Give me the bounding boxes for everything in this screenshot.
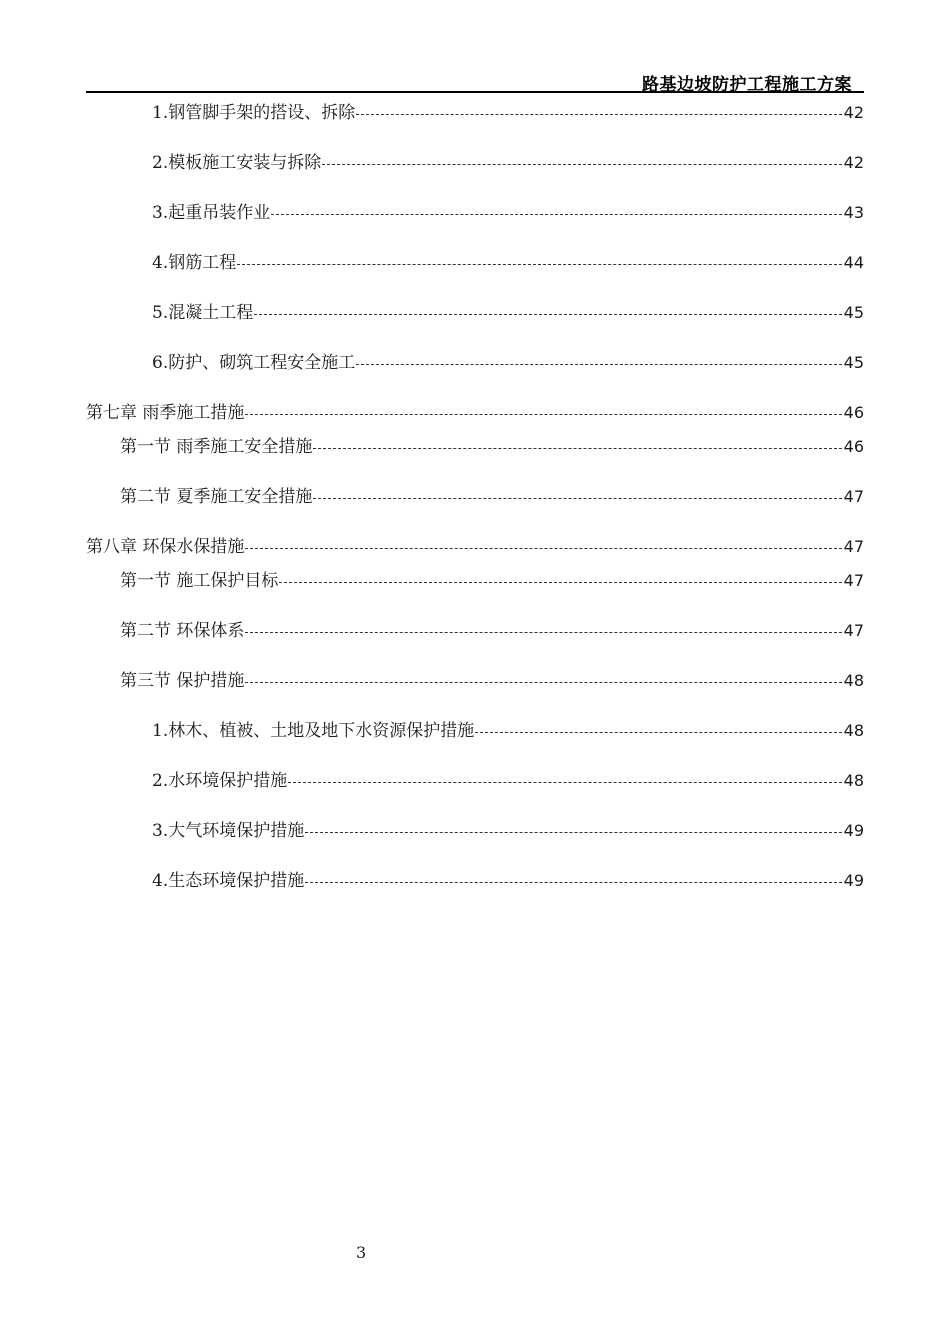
toc-entry-page-number: 49 [843,821,864,840]
toc-section-entry[interactable] [120,485,864,509]
toc-dot-leader [356,114,841,115]
toc-entry[interactable] [152,301,864,325]
toc-entry-page-number: 45 [843,303,864,322]
toc-section-entry[interactable] [120,619,864,643]
toc-entry-page-number: 46 [843,437,864,456]
toc-entry-page-number: 46 [843,403,864,422]
toc-entry[interactable] [152,251,864,275]
toc-dot-leader [254,314,841,315]
header-divider [86,91,864,93]
toc-section-entry[interactable] [120,435,864,459]
toc-entry[interactable] [152,719,864,743]
toc-entry[interactable] [152,819,864,843]
toc-entry-label: 2.模板施工安装与拆除 [152,153,322,173]
toc-entry-page-number: 47 [843,621,864,640]
toc-dot-leader [305,882,841,883]
toc-chapter-entry[interactable] [86,535,864,559]
toc-entry-label: 1.林木、植被、土地及地下水资源保护措施 [152,721,475,741]
toc-entry-page-number: 42 [843,103,864,122]
toc-entry[interactable] [152,101,864,125]
toc-entry-label: 第二节 夏季施工安全措施 [120,487,313,507]
toc-dot-leader [475,732,841,733]
page-number: 3 [356,1243,367,1262]
toc-entry[interactable] [152,869,864,893]
toc-entry-label: 5.混凝土工程 [152,303,254,323]
toc-entry[interactable] [152,769,864,793]
toc-dot-leader [245,548,841,549]
toc-dot-leader [271,214,841,215]
toc-dot-leader [245,414,841,415]
toc-entry-page-number: 43 [843,203,864,222]
toc-dot-leader [245,632,841,633]
toc-dot-leader [279,582,841,583]
toc-entry-label: 第一节 雨季施工安全措施 [120,437,313,457]
toc-entry-page-number: 48 [843,671,864,690]
toc-entry-label: 第一节 施工保护目标 [120,571,279,591]
toc-entry[interactable] [152,351,864,375]
document-header-title: 路基边坡防护工程施工方案 [642,75,852,95]
toc-entry-label: 6.防护、砌筑工程安全施工 [152,353,356,373]
toc-dot-leader [356,364,841,365]
toc-dot-leader [313,448,841,449]
toc-dot-leader [245,682,841,683]
toc-dot-leader [322,164,841,165]
toc-dot-leader [313,498,841,499]
toc-entry-label: 第七章 雨季施工措施 [86,403,245,423]
toc-dot-leader [237,264,841,265]
toc-section-entry[interactable] [120,569,864,593]
toc-entry-label: 第八章 环保水保措施 [86,537,245,557]
toc-section-entry[interactable] [120,669,864,693]
toc-dot-leader [305,832,841,833]
toc-entry-page-number: 45 [843,353,864,372]
toc-entry-label: 第二节 环保体系 [120,621,245,641]
toc-entry[interactable] [152,201,864,225]
toc-entry-page-number: 47 [843,571,864,590]
toc-entry-page-number: 48 [843,721,864,740]
toc-entry-page-number: 47 [843,537,864,556]
toc-entry-page-number: 42 [843,153,864,172]
toc-entry-page-number: 47 [843,487,864,506]
toc-dot-leader [288,782,841,783]
toc-entry-page-number: 48 [843,771,864,790]
toc-entry-label: 3.起重吊装作业 [152,203,271,223]
toc-entry-label: 4.生态环境保护措施 [152,871,305,891]
toc-entry-page-number: 49 [843,871,864,890]
toc-entry-label: 1.钢管脚手架的搭设、拆除 [152,103,356,123]
toc-chapter-entry[interactable] [86,401,864,425]
toc-entry-page-number: 44 [843,253,864,272]
toc-entry-label: 2.水环境保护措施 [152,771,288,791]
toc-entry-label: 3.大气环境保护措施 [152,821,305,841]
toc-entry-label: 第三节 保护措施 [120,671,245,691]
toc-entry-label: 4.钢筋工程 [152,253,237,273]
toc-entry[interactable] [152,151,864,175]
